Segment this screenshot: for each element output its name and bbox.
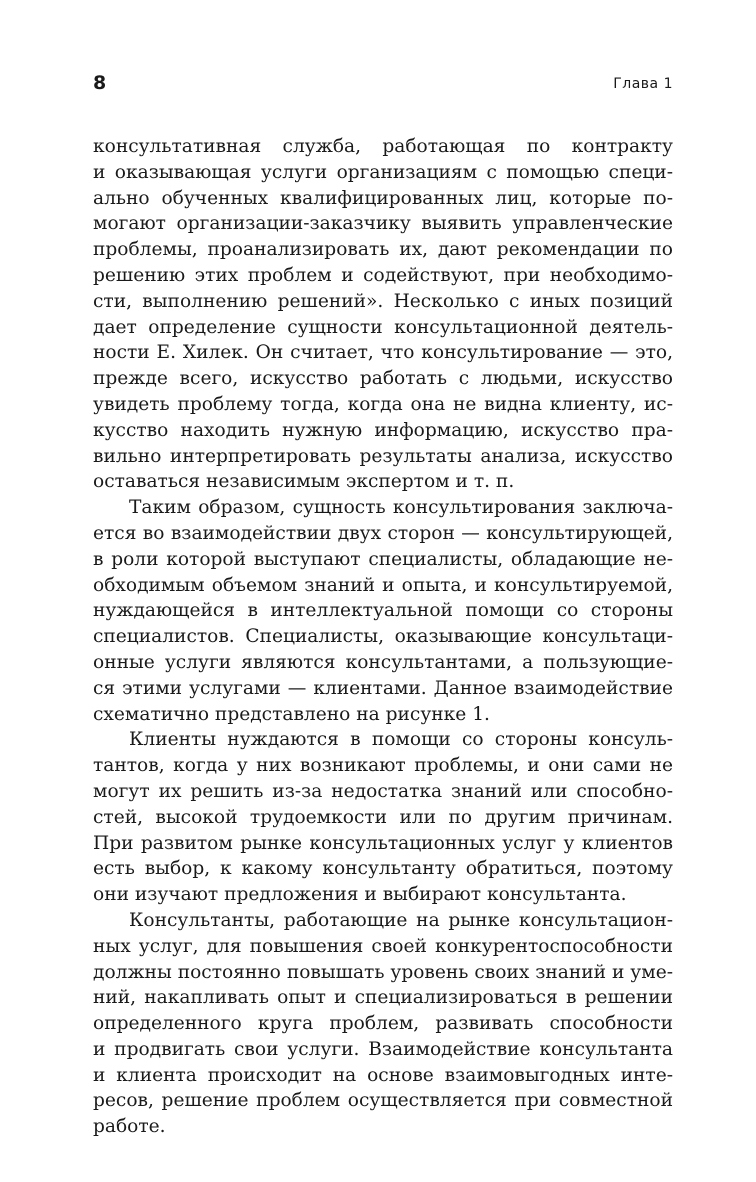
paragraph-start-line: Клиенты нуждаются в помощи со стороны консуль- xyxy=(129,729,673,751)
page-number: 8 xyxy=(93,72,107,94)
text-line: ресов, решение проблем осуществляется при совместной xyxy=(93,1090,673,1112)
text-line: ется во взаимодействии двух сторон — консультирующей, xyxy=(93,522,673,544)
text-line: ных услуг, для повышения своей конкурентоспособности xyxy=(93,935,673,957)
text-line: ний, накапливать опыт и специализироваться в решении xyxy=(93,987,673,1009)
text-line: решению этих проблем и содействуют, при необходимо- xyxy=(93,264,673,286)
text-line: При развитом рынке консультационных услуг у клиентов xyxy=(93,832,673,854)
text-line: консультативная служба, работающая по контракту xyxy=(93,136,673,157)
chapter-running-head: Глава 1 xyxy=(613,76,673,92)
text-line: ности Е. Хилек. Он считает, что консультирование — это, xyxy=(93,342,673,364)
text-line: они изучают предложения и выбирают консультанта. xyxy=(93,884,627,906)
text-line: тантов, когда у них возникают проблемы, и они сами не xyxy=(93,755,673,777)
body-text xyxy=(93,134,673,1140)
text-line: должны постоянно повышать уровень своих знаний и уме- xyxy=(93,961,673,983)
text-line: работе. xyxy=(93,1116,166,1138)
text-line: увидеть проблему тогда, когда она не видна клиенту, ис- xyxy=(93,393,673,415)
text-line: специалистов. Специалисты, оказывающие консультаци- xyxy=(93,626,673,648)
text-line: проблемы, проанализировать их, дают рекомендации по xyxy=(93,239,673,261)
text-line: ально обученных квалифицированных лиц, которые по- xyxy=(93,187,673,209)
text-line: схематично представлено на рисунке 1. xyxy=(93,703,490,725)
paragraph-start-line: Таким образом, сущность консультирования заключа- xyxy=(129,497,673,519)
text-line: есть выбор, к какому консультанту обратиться, поэтому xyxy=(93,858,673,880)
text-line: и продвигать свои услуги. Взаимодействие консультанта xyxy=(93,1038,673,1060)
text-line: дает определение сущности консультационной деятель- xyxy=(93,316,673,338)
text-line: нуждающейся в интеллектуальной помощи со стороны xyxy=(93,600,673,622)
text-line: сти, выполнению решений». Несколько с иных позиций xyxy=(93,290,673,312)
text-line: прежде всего, искусство работать с людьми, искусство xyxy=(93,368,673,390)
text-line: определенного круга проблем, развивать способности xyxy=(93,1013,673,1035)
text-line: могают организации-заказчику выявить управленческие xyxy=(93,213,673,235)
text-line: в роли которой выступают специалисты, обладающие не- xyxy=(93,548,673,570)
text-line: онные услуги являются консультантами, а пользующие- xyxy=(93,651,673,673)
text-line: стей, высокой трудоемкости или по другим причинам. xyxy=(93,806,673,828)
text-line: и оказывающая услуги организациям с помощью специ- xyxy=(93,161,673,183)
text-line: и клиента происходит на основе взаимовыгодных инте- xyxy=(93,1064,673,1086)
text-line: кусство находить нужную информацию, искусство пра- xyxy=(93,419,673,441)
text-line: ся этими услугами — клиентами. Данное взаимодействие xyxy=(93,677,673,699)
text-line: оставаться независимым экспертом и т. п. xyxy=(93,471,515,493)
text-line: обходимым объемом знаний и опыта, и консультируемой, xyxy=(93,574,673,596)
text-line: могут их решить из-за недостатка знаний или способно- xyxy=(93,780,673,802)
text-line: вильно интерпретировать результаты анализа, искусство xyxy=(93,445,673,467)
paragraph-start-line: Консультанты, работающие на рынке консультацион- xyxy=(129,909,673,931)
